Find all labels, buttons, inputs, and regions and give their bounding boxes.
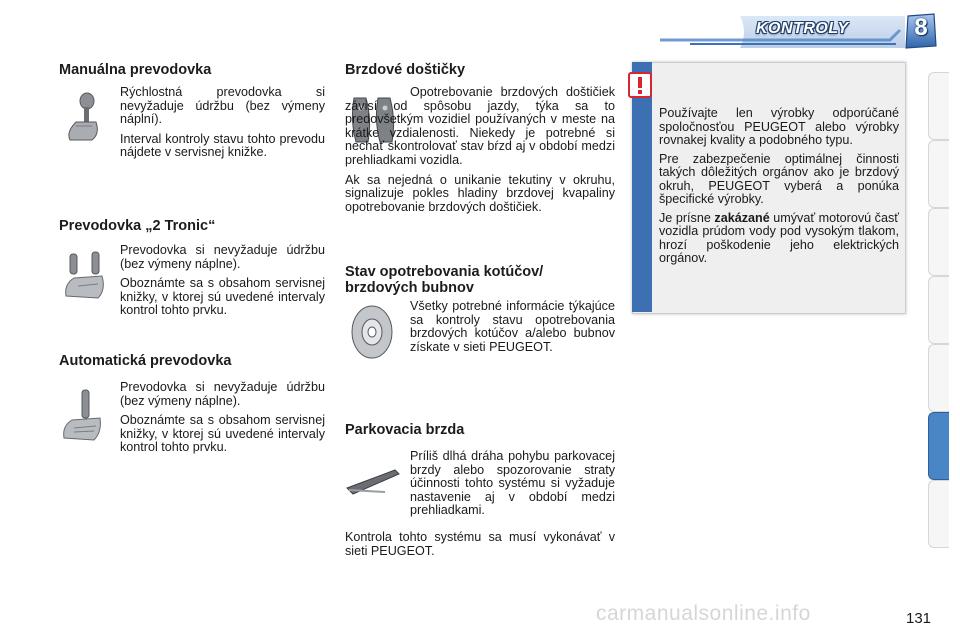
chapter-tab-4[interactable] <box>928 276 949 344</box>
brake-pads-text-2: Ak sa nejedná o unikanie tekutiny v okruhu, signalizuje pokles hladiny brzdovej kvapaliny opotrebovanie brzdových doštičiek. <box>345 172 615 214</box>
automatic-lever-icon <box>60 386 104 442</box>
chapter-tab-7[interactable] <box>928 480 949 548</box>
chapter-tab-8-active[interactable] <box>928 412 949 480</box>
chapter-number: 8 <box>914 14 928 41</box>
automatic-gearbox-text-2: Oboznámte sa s obsahom servisnej knižky, v ktorej sú uvedené intervaly kontrol tohto prvku. <box>120 413 325 455</box>
manual-gearbox-heading: Manuálna prevodovka <box>59 62 212 78</box>
gear-lever-icon <box>62 92 102 144</box>
parking-brake-text-2: Kontrola tohto systému sa musí vykonávať v sieti PEUGEOT. <box>345 530 615 558</box>
automatic-gearbox-text-1: Prevodovka si nevyžaduje údržbu (bez výmeny náplne). <box>120 380 325 408</box>
tronic-gearbox-text-1: Prevodovka si nevyžaduje údržbu (bez výmeny náplne). <box>120 243 325 271</box>
warning-text-2: Pre zabezpečenie optimálnej činnosti takých dôležitých orgánov ako je brzdový okruh, PEUGEOT vyberá a ponúka špecifické výrobky. <box>659 151 899 206</box>
warning-text-3 <box>659 212 899 266</box>
parking-brake-icon <box>345 462 401 496</box>
exclamation-icon <box>628 72 652 98</box>
parking-brake-text-1: Príliš dlhá dráha pohybu parkovacej brzdy alebo spozorovanie straty účinnosti tohto systému si vyžaduje nastavenie aj v období medzi prehliadkami. <box>410 449 615 518</box>
brake-disc-icon <box>349 304 395 360</box>
warning-text-1: Používajte len výrobky odporúčané spoločnosťou PEUGEOT alebo výrobky rovnakej kvality a podobného typu. <box>659 106 899 147</box>
brake-disc-heading: Stav opotrebovania kotúčov/ brzdových bubnov <box>345 264 544 296</box>
tronic-gearbox-text-2: Oboznámte sa s obsahom servisnej knižky, v ktorej sú uvedené intervaly kontrol tohto prvku. <box>120 276 325 318</box>
manual-gearbox-text-2: Interval kontroly stavu tohto prevodu nájdete v servisnej knižke. <box>120 131 325 160</box>
warning-text-3-end: umývať motorovú časť vozidla prúdom vody pod vysokým tlakom, hrozí poškodenie jeho elektrických orgánov. <box>659 210 899 265</box>
manual-gearbox-text-1: Rýchlostná prevodovka si nevyžaduje údržbu (bez výmeny náplní). <box>120 85 325 127</box>
chapter-tab-1[interactable] <box>928 72 949 140</box>
brake-disc-text: Všetky potrebné informácie týkajúce sa kontroly stavu opotrebovania brzdových kotúčov a/alebo bubnov získate v sieti PEUGEOT. <box>410 299 615 354</box>
tronic-gearbox-heading: Prevodovka „2 Tronic“ <box>59 218 216 234</box>
warning-text-3-bold: zakázané <box>714 210 770 225</box>
watermark: carmanualsonline.info <box>596 602 811 625</box>
tronic-lever-icon <box>62 250 108 302</box>
chapter-tab-2[interactable] <box>928 140 949 208</box>
warning-text-3-start: Je prísne <box>659 210 715 225</box>
automatic-gearbox-heading: Automatická prevodovka <box>59 353 232 369</box>
parking-brake-heading: Parkovacia brzda <box>345 422 465 438</box>
brake-pads-text-1: Opotrebovanie brzdových doštičiek závisí od spôsobu jazdy, týka sa to predovšetkým vozidiel používaných v meste na krátke vzdialenosti. Niekedy je potrebné si nechať skontrolovať stav bŕzd aj v období medzi prehliadkami vozidla. <box>345 85 615 167</box>
chapter-tab-5[interactable] <box>928 344 949 412</box>
page-number: 131 <box>906 610 932 627</box>
warning-text <box>659 107 899 271</box>
brake-pads-heading: Brzdové doštičky <box>345 62 466 78</box>
warning-box-accent-bar <box>632 62 652 312</box>
chapter-title: KONTROLY <box>756 20 849 37</box>
chapter-tab-3[interactable] <box>928 208 949 276</box>
